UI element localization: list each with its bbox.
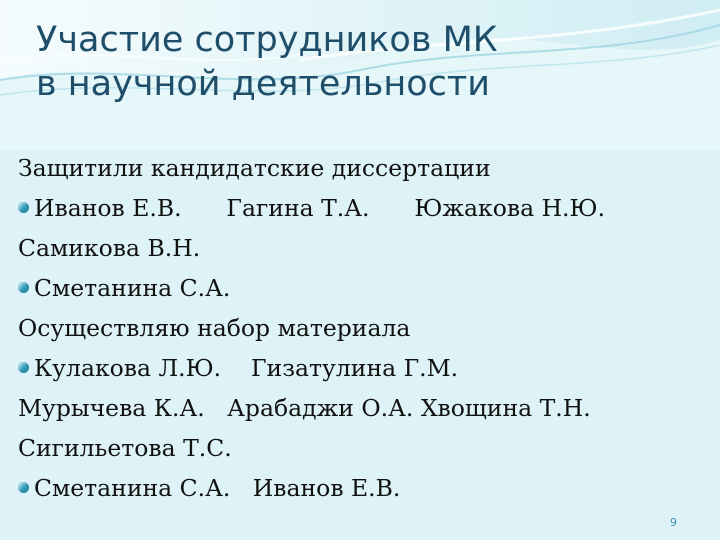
list-item-continuation: Сигильетова Т.С. xyxy=(18,434,232,462)
list-item-text: Сметанина С.А. Иванов Е.В. xyxy=(34,474,401,502)
section-heading-collecting: Осуществляю набор материала xyxy=(18,314,411,342)
list-item xyxy=(18,348,708,388)
bullet-icon xyxy=(18,202,29,213)
title-line-2: в научной деятельности xyxy=(36,64,491,104)
bullet-icon xyxy=(18,362,29,373)
title-line-1: Участие сотрудников МК xyxy=(36,20,498,60)
list-item xyxy=(18,268,708,308)
list-item-continuation: Мурычева К.А. Арабаджи О.А. Хвощина Т.Н. xyxy=(18,394,591,422)
page-number: 9 xyxy=(670,516,677,529)
list-item-text: Иванов Е.В. Гагина Т.А. Южакова Н.Ю. xyxy=(34,194,606,222)
list-item-text: Кулакова Л.Ю. Гизатулина Г.М. xyxy=(34,354,459,382)
list-item xyxy=(18,188,708,228)
bullet-icon xyxy=(18,482,29,493)
section-heading-defended: Защитили кандидатские диссертации xyxy=(18,154,491,182)
list-item-continuation: Самикова В.Н. xyxy=(18,234,201,262)
slide-title xyxy=(36,18,676,106)
list-item xyxy=(18,468,708,508)
list-item-text: Сметанина С.А. xyxy=(34,274,231,302)
slide-content xyxy=(18,148,708,508)
bullet-icon xyxy=(18,282,29,293)
